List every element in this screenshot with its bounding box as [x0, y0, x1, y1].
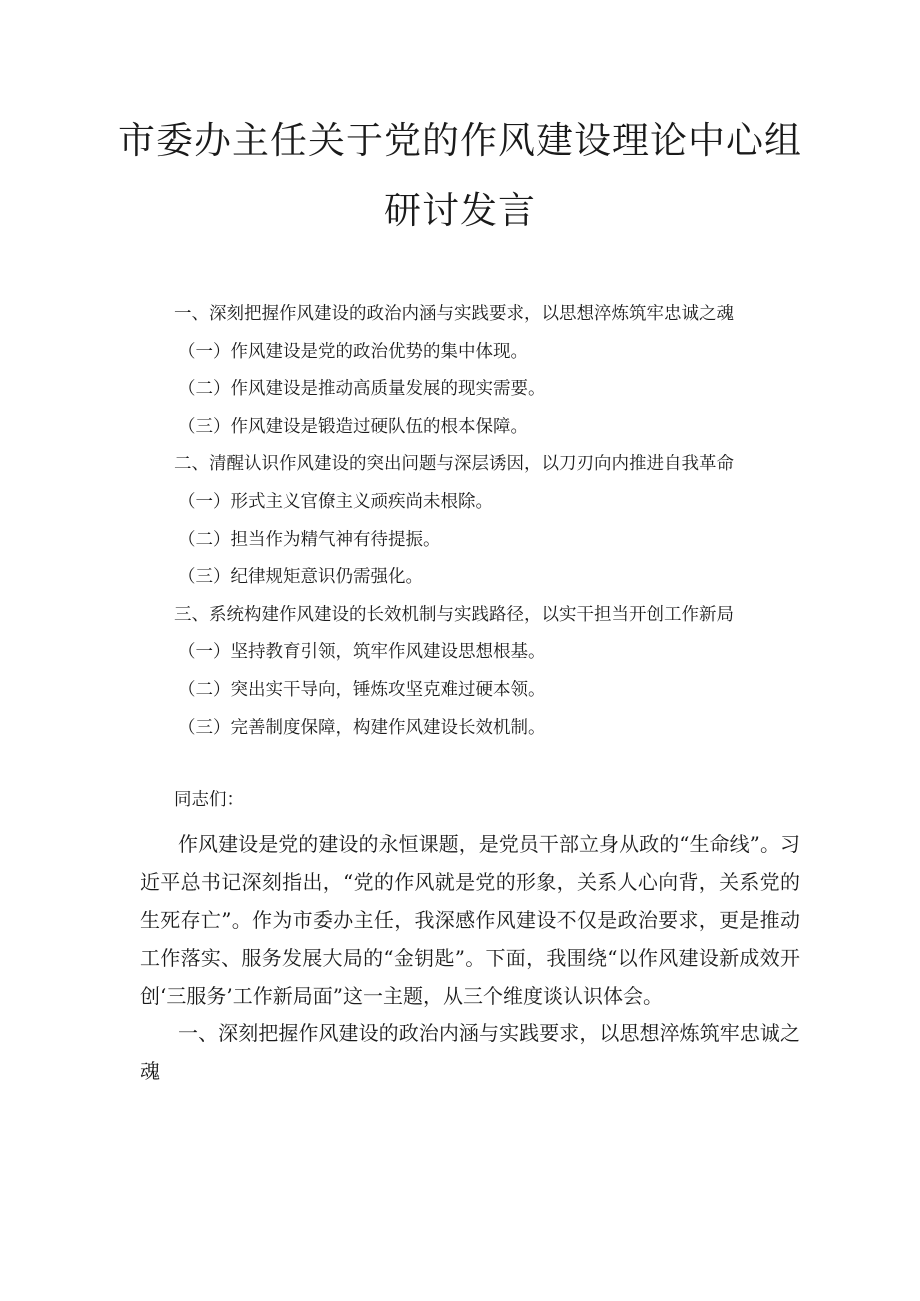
outline-item: （二）作风建设是推动高质量发展的现实需要。: [178, 379, 546, 400]
outline-item: （一）作风建设是党的政治优势的集中体现。: [178, 341, 528, 362]
document-title-line1: 市委办主任关于党的作风建设理论中心组: [118, 119, 802, 162]
outline-item: （三）作风建设是锻造过硬队伍的根本保障。: [178, 416, 528, 437]
outline-item: （一）形式主义官僚主义顽疾尚未根除。: [178, 491, 493, 512]
outline-heading: 一、深刻把握作风建设的政治内涵与实践要求，以思想淬炼筑牢忠诚之魂: [174, 304, 734, 324]
body-paragraph: 作风建设是党的建设的永恒课题，是党员干部立身从政的“生命线”。习近平总书记深刻指出，“党的作风就是党的形象，关系人心向背，关系党的生死存亡”。作为市委办主任，我深感作风建设不仅是政治要求，更是推动工作落实、服务发展大局的“金钥匙”。下面，我围绕“以作风建设新成效开创‘三服务’工作新局面”这一主题，从三个维度谈认识体会。: [140, 832, 800, 1008]
outline-item: （二）突出实干导向，锤炼攻坚克难过硬本领。: [178, 679, 546, 700]
outline-item: （二）担当作为精气神有待提振。: [178, 529, 441, 550]
document-title-line2: 研讨发言: [384, 189, 536, 232]
section-heading-paragraph: 一、深刻把握作风建设的政治内涵与实践要求，以思想淬炼筑牢忠诚之魂: [140, 1021, 800, 1083]
outline-heading: 二、清醒认识作风建设的突出问题与深层诱因，以刀刃向内推进自我革命: [174, 454, 734, 475]
outline-heading: 三、系统构建作风建设的长效机制与实践路径，以实干担当开创工作新局: [174, 604, 734, 625]
outline-item: （一）坚持教育引领，筑牢作风建设思想根基。: [178, 642, 546, 663]
greeting: 同志们：: [174, 790, 244, 810]
outline-item: （三）完善制度保障，构建作风建设长效机制。: [178, 717, 546, 738]
outline-item: （三）纪律规矩意识仍需强化。: [178, 567, 423, 588]
outline-list: [0, 296, 920, 747]
